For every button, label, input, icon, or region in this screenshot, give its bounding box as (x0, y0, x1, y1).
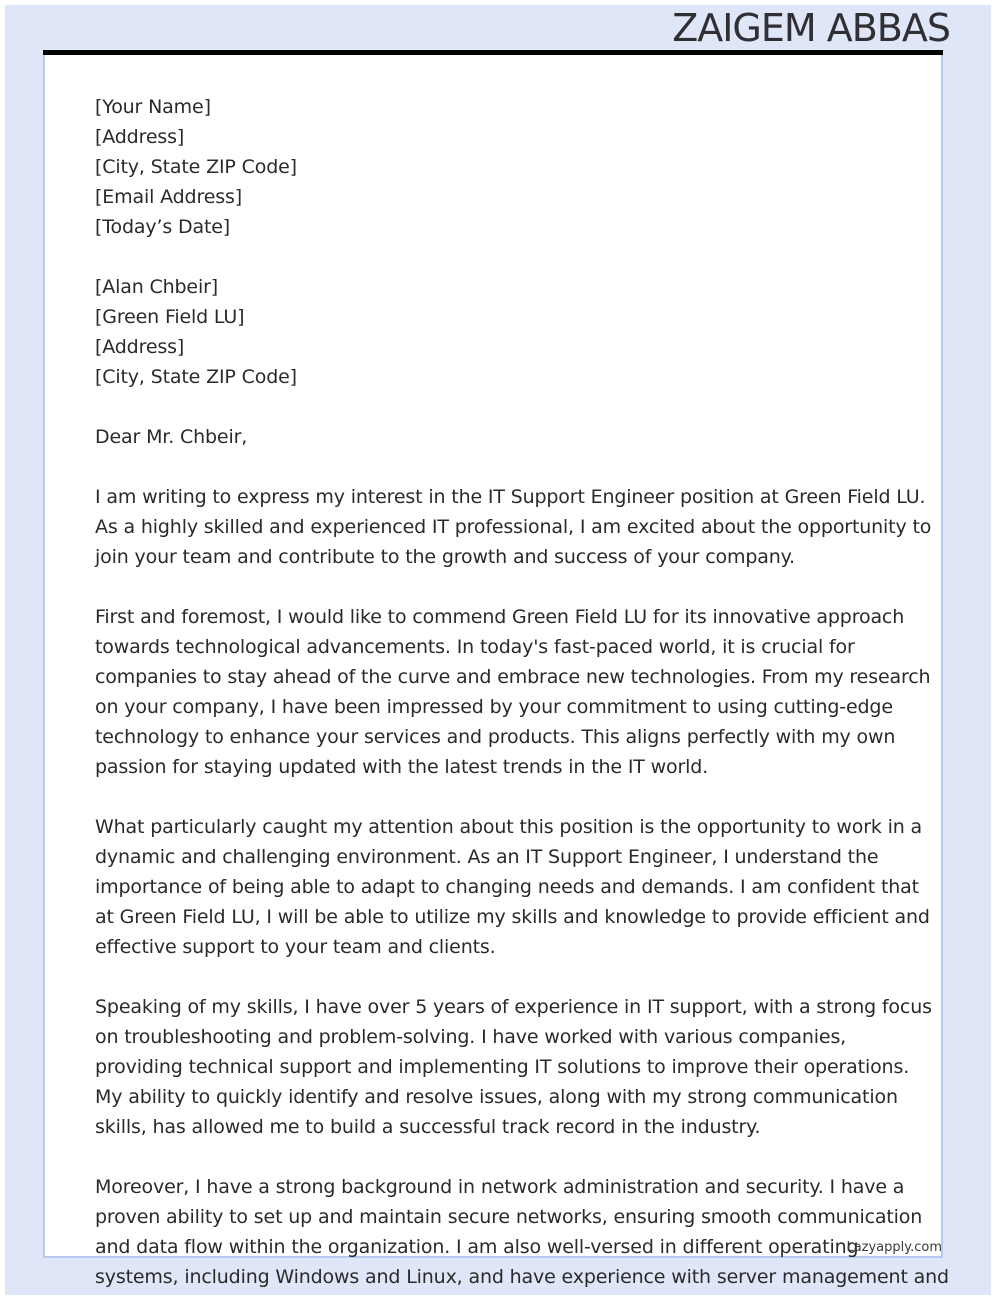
paragraph-line: and data flow within the organization. I am also well-versed in different operating (95, 1236, 859, 1258)
recipient-line: [Green Field LU] (95, 306, 245, 328)
sender-block (95, 92, 895, 242)
paragraph-line: at Green Field LU, I will be able to utilize my skills and knowledge to provide efficient and (95, 906, 930, 928)
recipient-line: [Alan Chbeir] (95, 276, 219, 298)
paragraph-line: on troubleshooting and problem-solving. I have worked with various companies, (95, 1026, 847, 1048)
author-name: ZAIGEM ABBAS (672, 6, 950, 50)
paragraph-line: I am writing to express my interest in the IT Support Engineer position at Green Field LU. (95, 486, 926, 508)
paragraph-line: providing technical support and implementing IT solutions to improve their operations. (95, 1056, 910, 1078)
paragraph-line: Moreover, I have a strong background in network administration and security. I have a (95, 1176, 905, 1198)
watermark: Lazyapply.com (846, 1240, 942, 1255)
salutation: Dear Mr. Chbeir, (95, 426, 248, 448)
paragraph-line: dynamic and challenging environment. As an IT Support Engineer, I understand the (95, 846, 879, 868)
paragraph-line: My ability to quickly identify and resolve issues, along with my strong communication (95, 1086, 898, 1108)
paragraph-line: Speaking of my skills, I have over 5 years of experience in IT support, with a strong focus (95, 996, 932, 1018)
paragraph-2 (95, 602, 931, 782)
recipient-line: [Address] (95, 336, 185, 358)
sender-line: [Today’s Date] (95, 216, 231, 238)
paragraph-line: What particularly caught my attention about this position is the opportunity to work in a (95, 816, 923, 838)
paragraph-1 (95, 482, 932, 572)
paragraph-3 (95, 812, 930, 962)
recipient-block (95, 272, 895, 392)
letter-body (95, 92, 949, 1292)
paragraph-line: passion for staying updated with the latest trends in the IT world. (95, 756, 709, 778)
recipient-line: [City, State ZIP Code] (95, 366, 297, 388)
paragraph-line: effective support to your team and clients. (95, 936, 496, 958)
paragraph-line: importance of being able to adapt to changing needs and demands. I am confident that (95, 876, 919, 898)
paragraph-line: skills, has allowed me to build a successful track record in the industry. (95, 1116, 761, 1138)
paragraph-line: technology to enhance your services and products. This aligns perfectly with my own (95, 726, 896, 748)
paragraph-line: systems, including Windows and Linux, and have experience with server management and (95, 1266, 949, 1288)
sender-line: [Address] (95, 126, 185, 148)
paragraph-5 (95, 1172, 949, 1292)
paragraph-line: join your team and contribute to the growth and success of your company. (95, 546, 795, 568)
sender-line: [Email Address] (95, 186, 242, 208)
sender-line: [Your Name] (95, 96, 211, 118)
paragraph-line: First and foremost, I would like to commend Green Field LU for its innovative approach (95, 606, 905, 628)
paragraph-line: on your company, I have been impressed by your commitment to using cutting-edge (95, 696, 893, 718)
sender-line: [City, State ZIP Code] (95, 156, 297, 178)
paragraph-line: towards technological advancements. In today's fast-paced world, it is crucial for (95, 636, 855, 658)
paragraph-line: As a highly skilled and experienced IT professional, I am excited about the opportunity to (95, 516, 932, 538)
paragraph-4 (95, 992, 932, 1142)
paragraph-line: companies to stay ahead of the curve and embrace new technologies. From my research (95, 666, 931, 688)
paragraph-line: proven ability to set up and maintain secure networks, ensuring smooth communication (95, 1206, 923, 1228)
header-rule (43, 50, 943, 55)
